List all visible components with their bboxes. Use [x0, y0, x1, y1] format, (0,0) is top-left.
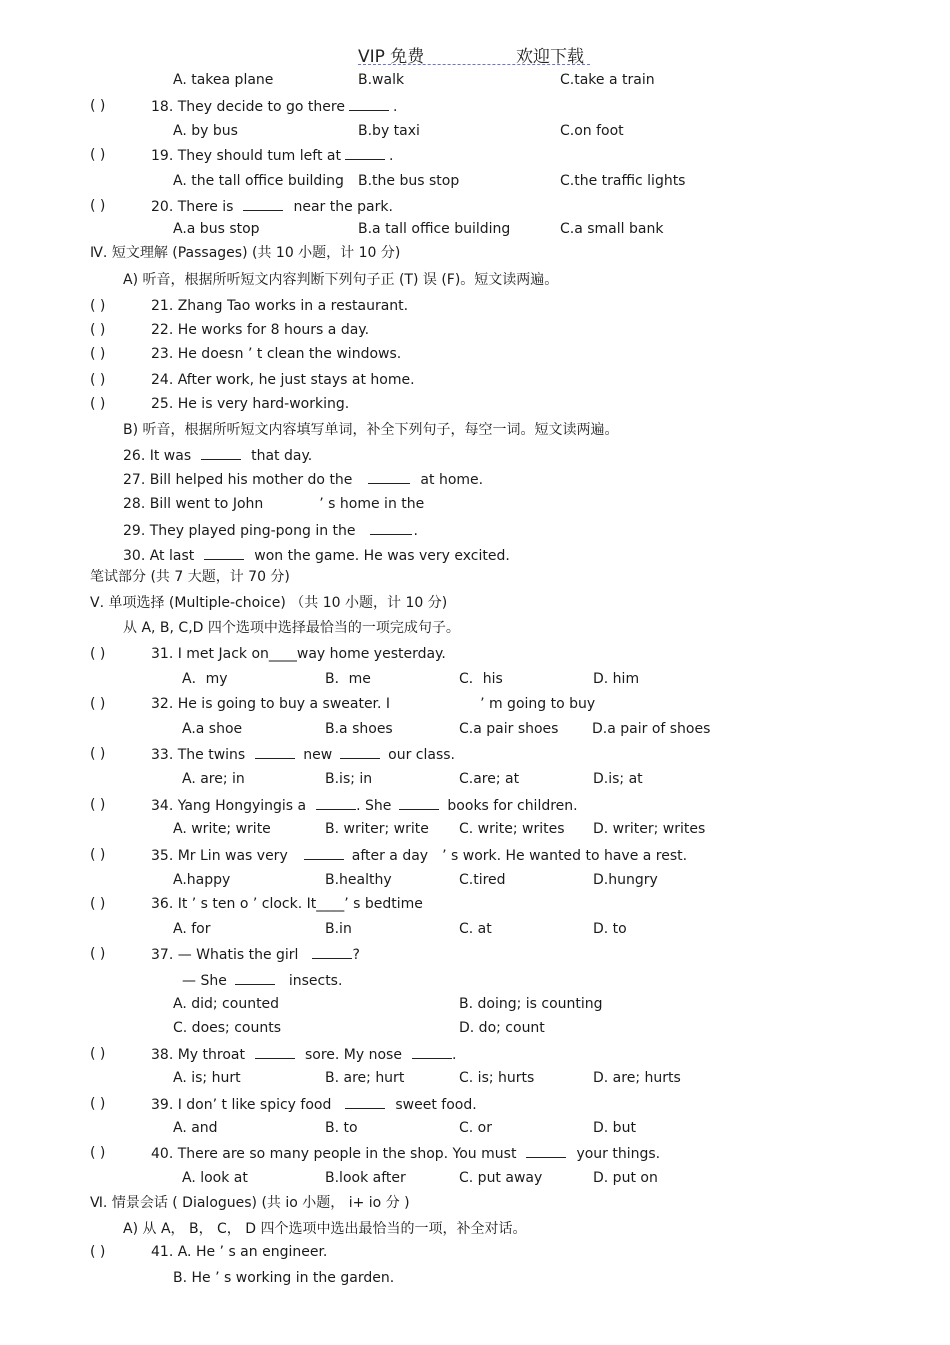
option-d: D. put on	[593, 1170, 658, 1186]
question-text-part: our class.	[388, 747, 455, 763]
question-text-before: 32. He is going to buy a sweater. I	[151, 696, 391, 712]
option-b: B.healthy	[325, 872, 392, 888]
option-c: C．his	[459, 671, 503, 687]
option-c: C.the traffic lights	[560, 173, 686, 189]
option-d: D. are; hurts	[593, 1070, 681, 1086]
option-b: B.by taxi	[358, 123, 420, 139]
section-title: Ⅵ. 情景会话 ( Dialogues) (共 io 小题， i+ io 分 )	[90, 1195, 410, 1211]
answer-paren[interactable]: ( )	[90, 346, 106, 362]
answer-paren[interactable]: ( )	[90, 147, 106, 163]
answer-paren[interactable]: ( )	[90, 696, 106, 712]
section-title: 笔试部分 (共 7 大题，计 70 分)	[90, 569, 290, 585]
option-b: B.the bus stop	[358, 173, 460, 189]
option-d: D. do; count	[459, 1020, 545, 1036]
option-b: B．me	[325, 671, 371, 687]
question-text-part: sweet food.	[395, 1097, 477, 1113]
option-d: D. writer; writes	[593, 821, 706, 837]
question-text: 25. He is very hard-working.	[151, 396, 350, 412]
option-b: B. writer; write	[325, 821, 429, 837]
answer-paren[interactable]: ( )	[90, 1244, 106, 1260]
answer-paren[interactable]: ( )	[90, 372, 106, 388]
option-a: A.a shoe	[182, 721, 243, 737]
question-text	[151, 694, 595, 714]
answer-paren[interactable]: ( )	[90, 847, 106, 863]
page-header	[358, 42, 590, 65]
question-text	[123, 469, 483, 490]
option-a: A. for	[173, 921, 211, 937]
option-c: C. or	[459, 1120, 492, 1136]
instruction-text: A) 从 A， B， C， D 四个选项中选出最恰当的一项，补全对话。	[123, 1221, 527, 1237]
question-text-before: 19. They should tum left at	[151, 148, 341, 164]
question-text: 22. He works for 8 hours a day.	[151, 322, 370, 338]
answer-paren[interactable]: ( )	[90, 797, 106, 813]
question-text-before: 28. Bill went to John	[123, 496, 264, 512]
question-text-part: 33. The twins	[151, 747, 246, 763]
answer-paren[interactable]: ( )	[90, 746, 106, 762]
question-text: 31. I met Jack on____way home yesterday.	[151, 646, 446, 662]
question-text	[151, 196, 393, 217]
answer-blank[interactable]	[370, 520, 412, 535]
option-a: A. are; in	[182, 771, 245, 787]
option-a: A. look at	[182, 1170, 248, 1186]
option-c: C.a pair shoes	[459, 721, 559, 737]
instruction-text: B) 听音，根据所听短文内容填写单词，补全下列句子，每空一词。短文读两遍。	[123, 422, 619, 438]
option-b: B. to	[325, 1120, 358, 1136]
answer-paren[interactable]: ( )	[90, 1145, 106, 1161]
question-text-part: sore. My nose	[304, 1047, 402, 1063]
question-text-part: new	[303, 747, 333, 763]
answer-paren[interactable]: ( )	[90, 198, 106, 214]
question-text-part: after a day	[351, 848, 429, 864]
question-text-part: books for children.	[447, 798, 578, 814]
option-a: A.happy	[173, 872, 231, 888]
answer-blank[interactable]	[368, 469, 410, 484]
option-b: B. are; hurt	[325, 1070, 405, 1086]
question-text-part: .	[451, 1047, 457, 1063]
question-text	[123, 545, 510, 566]
answer-blank[interactable]	[255, 1044, 295, 1059]
option-c: C.a small bank	[560, 221, 664, 237]
question-text-part: ?	[352, 947, 360, 963]
option-b: B. He ’ s working in the garden.	[173, 1270, 395, 1286]
option-d: D.hungry	[593, 872, 658, 888]
option-d: D.a pair of shoes	[592, 721, 711, 737]
answer-blank[interactable]	[235, 970, 275, 985]
option-c: C.take a train	[560, 72, 655, 88]
question-text	[151, 1143, 660, 1164]
answer-blank[interactable]	[312, 944, 352, 959]
option-a: A. is; hurt	[173, 1070, 241, 1086]
question-text-after: .	[392, 99, 398, 115]
option-d: D.is; at	[593, 771, 643, 787]
option-d: D. to	[593, 921, 627, 937]
header-right: 欢迎下载	[516, 47, 584, 67]
answer-blank[interactable]	[399, 795, 439, 810]
option-c: C. does; counts	[173, 1020, 281, 1036]
question-text: 24. After work, he just stays at home.	[151, 372, 415, 388]
question-text-after: at home.	[420, 472, 484, 488]
answer-blank[interactable]	[412, 1044, 452, 1059]
option-b: B.in	[325, 921, 352, 937]
question-text: 23. He doesn ’ t clean the windows.	[151, 346, 402, 362]
answer-blank[interactable]	[201, 445, 241, 460]
option-c: C. is; hurts	[459, 1070, 535, 1086]
option-a: A.a bus stop	[173, 221, 260, 237]
answer-paren[interactable]: ( )	[90, 98, 106, 114]
answer-paren[interactable]: ( )	[90, 646, 106, 662]
question-text-after: near the park.	[293, 199, 393, 215]
question-text-before: 27. Bill helped his mother do the	[123, 472, 353, 488]
question-text-part: 40. There are so many people in the shop. You must	[151, 1146, 517, 1162]
option-d: D. but	[593, 1120, 636, 1136]
question-text	[151, 845, 687, 866]
question-text-part: . She	[356, 798, 392, 814]
question-text-before: 29. They played ping-pong in the	[123, 523, 356, 539]
answer-paren[interactable]: ( )	[90, 322, 106, 338]
question-text-part: insects.	[288, 973, 343, 989]
answer-blank[interactable]	[345, 145, 385, 160]
answer-blank[interactable]	[340, 744, 380, 759]
section-title: Ⅴ. 单项选择 (Multiple-choice) （共 10 小题，计 10 分)	[90, 595, 448, 611]
answer-blank[interactable]	[349, 96, 389, 111]
option-a: A．my	[182, 671, 228, 687]
answer-blank[interactable]	[243, 196, 283, 211]
option-a: A. write; write	[173, 821, 271, 837]
header-left: VIP 免费	[358, 47, 425, 67]
option-a: A. by bus	[173, 123, 238, 139]
option-d: D. him	[593, 671, 640, 687]
answer-paren[interactable]: ( )	[90, 396, 106, 412]
option-a: A. takea plane	[173, 72, 274, 88]
option-b: B.look after	[325, 1170, 406, 1186]
question-text	[123, 445, 312, 466]
option-b: B.a tall office building	[358, 221, 511, 237]
answer-blank[interactable]	[345, 1094, 385, 1109]
question-text	[151, 145, 393, 166]
instruction-text: A) 听音，根据所听短文内容判断下列句子正 (T) 误 (F)。短文读两遍。	[123, 272, 559, 288]
option-b: B.a shoes	[325, 721, 393, 737]
question-text-after: .	[413, 523, 418, 539]
option-b: B.is; in	[325, 771, 373, 787]
answer-blank[interactable]	[255, 744, 295, 759]
answer-blank[interactable]	[204, 545, 244, 560]
question-text-part: your things.	[576, 1146, 661, 1162]
question-text-after: .	[388, 148, 394, 164]
question-text-after: ’ m going to buy	[480, 696, 596, 712]
answer-paren[interactable]: ( )	[90, 1096, 106, 1112]
question-text	[151, 795, 578, 816]
question-text-before: 30. At last	[123, 548, 195, 564]
answer-paren[interactable]: ( )	[90, 896, 106, 912]
option-c: C. write; writes	[459, 821, 565, 837]
question-text	[182, 970, 342, 991]
question-text-part: ’ s work. He wanted to have a rest.	[442, 848, 688, 864]
option-a: A. the tall office building	[173, 173, 344, 189]
question-text	[151, 944, 360, 965]
instruction-text: 从 A, B, C,D 四个选项中选择最恰当的一项完成句子。	[123, 620, 460, 636]
question-text-before: 18. They decide to go there	[151, 99, 345, 115]
question-text	[123, 494, 424, 514]
option-a: A. and	[173, 1120, 218, 1136]
question-text-part: 37. — Whatis the girl	[151, 947, 299, 963]
option-b: B.walk	[358, 72, 405, 88]
answer-paren[interactable]: ( )	[90, 946, 106, 962]
question-text-before: 20. There is	[151, 199, 234, 215]
option-c: C.are; at	[459, 771, 520, 787]
question-text: 21. Zhang Tao works in a restaurant.	[151, 298, 409, 314]
answer-blank[interactable]	[304, 845, 344, 860]
question-text-part: 38. My throat	[151, 1047, 245, 1063]
question-text	[151, 1044, 456, 1065]
question-text: 36. It ’ s ten o ’ clock. It____’ s bedtime	[151, 896, 423, 912]
question-text-part: 35. Mr Lin was very	[151, 848, 288, 864]
section-title: Ⅳ. 短文理解 (Passages) (共 10 小题，计 10 分)	[90, 245, 401, 261]
question-text-after: ’ s home in the	[319, 496, 425, 512]
question-text-after: that day.	[251, 448, 313, 464]
option-c: C. put away	[459, 1170, 543, 1186]
option-c: C.tired	[459, 872, 506, 888]
question-text-part: 39. I don’ t like spicy food	[151, 1097, 332, 1113]
option-c: C. at	[459, 921, 492, 937]
answer-paren[interactable]: ( )	[90, 298, 106, 314]
question-text-before: 26. It was	[123, 448, 192, 464]
option-a: A. did; counted	[173, 996, 280, 1012]
option-b: B. doing; is counting	[459, 996, 603, 1012]
question-text-part: 34. Yang Hongyingis a	[151, 798, 307, 814]
question-text-after: won the game. He was very excited.	[254, 548, 510, 564]
answer-blank[interactable]	[526, 1143, 566, 1158]
answer-paren[interactable]: ( )	[90, 1046, 106, 1062]
option-c: C.on foot	[560, 123, 624, 139]
question-text	[151, 96, 397, 117]
question-text	[151, 744, 455, 765]
question-text	[151, 1094, 477, 1115]
answer-blank[interactable]	[316, 795, 356, 810]
question-text: 41. A. He ’ s an engineer.	[151, 1244, 328, 1260]
question-text	[123, 520, 418, 541]
question-text-part: — She	[182, 973, 227, 989]
